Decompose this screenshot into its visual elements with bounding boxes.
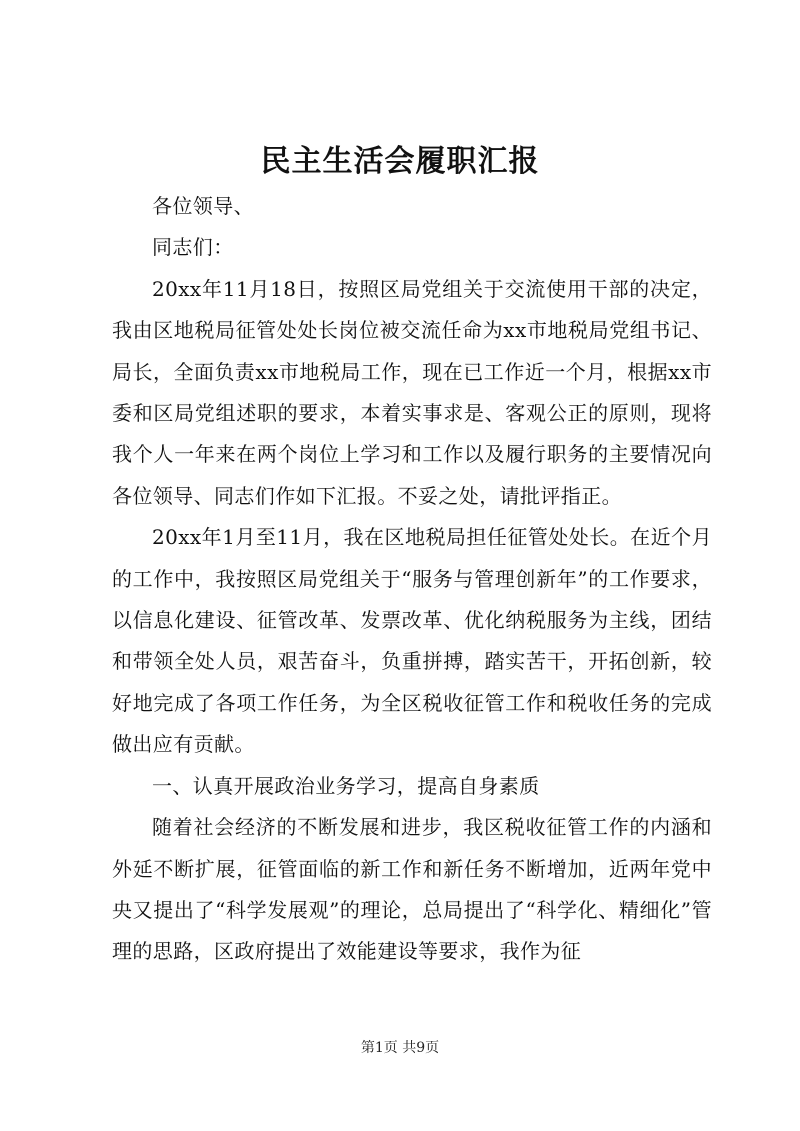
salutation-leaders: 各位领导、 [152, 194, 254, 218]
paragraph-study: 随着社会经济的不断发展和进步，我区税收征管工作的内涵和外延不断扩展，征管面临的新工作和新任务不断增加，近两年党中央又提出了“科学发展观”的理论，总局提出了“科学化、精细化”管理的思路，区政府提出了效能建设等要求，我作为征 [112, 815, 712, 964]
section-heading-1: 一、认真开展政治业务学习，提高自身素质 [152, 773, 540, 798]
document-title: 民主生活会履职汇报 [260, 144, 540, 179]
paragraph-intro: 20xx年11月18日，按照区局党组关于交流使用干部的决定，我由区地税局征管处处长岗位被交流任命为xx市地税局党组书记、局长，全面负责xx市地税局工作，现在已工作近一个月，根据xx市委和区局党组述职的要求，本着实事求是、客观公正的原则，现将我个人一年来在两个岗位上学习和工作以及履行职务的主要情况向各位领导、同志们作如下汇报。不妥之处，请批评指正。 [112, 276, 712, 508]
document-body [112, 186, 712, 973]
paragraph-work-summary: 20xx年1月至11月，我在区地税局担任征管处处长。在近个月的工作中，我按照区局党组关于“服务与管理创新年”的工作要求，以信息化建设、征管改革、发票改革、优化纳税服务为主线，团结和带领全处人员，艰苦奋斗，负重拼搏，踏实苦干，开拓创新，较好地完成了各项工作任务，为全区税收征管工作和税收任务的完成做出应有贡献。 [112, 525, 712, 757]
salutation-comrades: 同志们： [152, 235, 234, 260]
page-number: 第1页 共9页 [360, 1040, 440, 1056]
